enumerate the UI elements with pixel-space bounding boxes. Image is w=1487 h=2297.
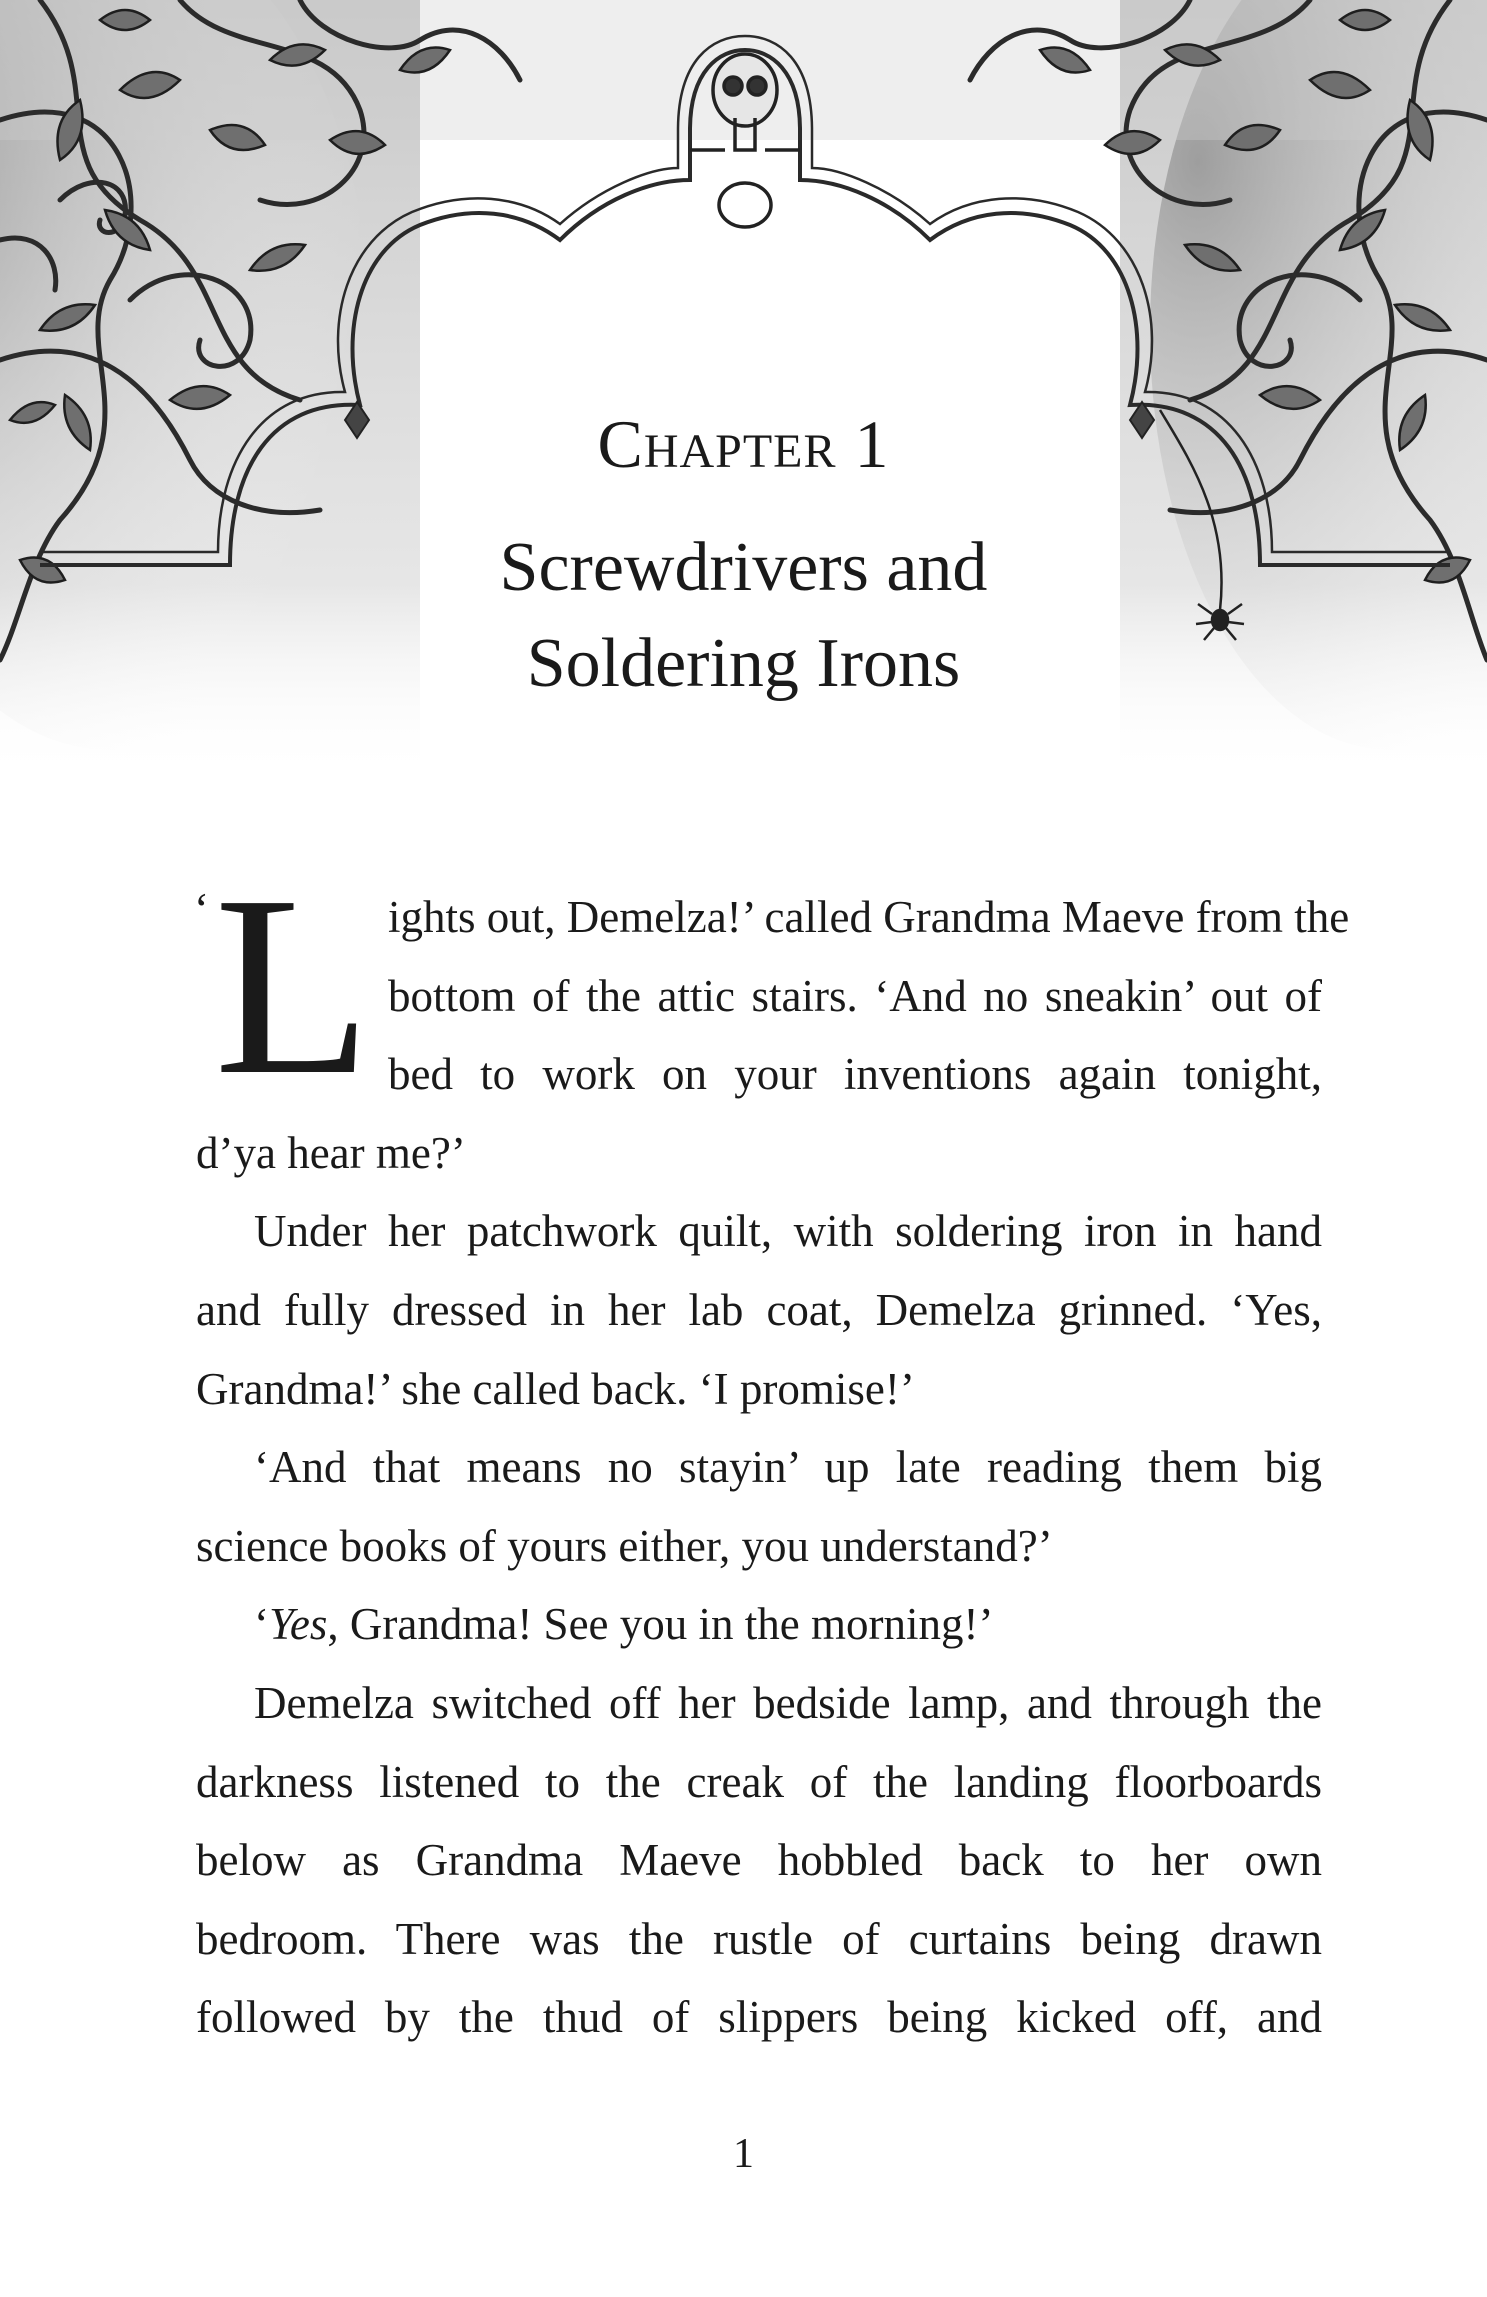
text-line: Demelza switched off her bedside lamp, and through the — [254, 1677, 1322, 1728]
text-line: ights out, Demelza!’ called Grandma Maeve from the — [388, 892, 1350, 942]
dropcap-letter: L — [214, 842, 372, 1128]
text-line: d’ya hear me?’ — [196, 1127, 466, 1178]
text-line: below as Grandma Maeve hobbled back to her own — [196, 1835, 1322, 1886]
chapter-title — [0, 520, 1487, 712]
text-line: darkness listened to the creak of the landing floorboards — [196, 1756, 1322, 1807]
chapter-body — [194, 842, 1350, 2057]
dropcap-paragraph — [194, 842, 1350, 1128]
text-line: bottom of the attic stairs. ‘And no sneakin’ out of — [388, 970, 1322, 1021]
text-line: followed by the thud of slippers being kicked off, and — [196, 1992, 1322, 2043]
italic-yes: Yes — [269, 1599, 328, 1650]
text-line: Grandma!’ she called back. ‘I promise!’ — [196, 1363, 915, 1414]
text-line: Under her patchwork quilt, with soldering iron in hand — [254, 1206, 1322, 1257]
text-line: bed to work on your inventions again tonight, — [388, 1049, 1322, 1100]
dropcap-quote: ‘ — [194, 884, 209, 934]
text-line — [196, 1585, 1322, 1664]
chapter-title-line-2: Soldering Irons — [526, 625, 961, 702]
text-line: science books of yours either, you understand?’ — [196, 1520, 1053, 1571]
text-line: ‘And that means no stayin’ up late reading them big — [254, 1442, 1322, 1493]
page-number: 1 — [733, 2131, 754, 2177]
chapter-label-initial: C — [597, 406, 644, 482]
italic-open-quote: ‘ — [254, 1599, 269, 1650]
chapter-label — [0, 405, 1487, 484]
text-line: bedroom. There was the rustle of curtains being drawn — [196, 1913, 1322, 1964]
text-line-rest: , Grandma! See you in the morning!’ — [327, 1599, 994, 1650]
text-line: and fully dressed in her lab coat, Demelza grinned. ‘Yes, — [196, 1284, 1322, 1335]
chapter-title-line-1: Screwdrivers and — [499, 529, 988, 606]
chapter-label-rest: hapter 1 — [643, 406, 890, 482]
